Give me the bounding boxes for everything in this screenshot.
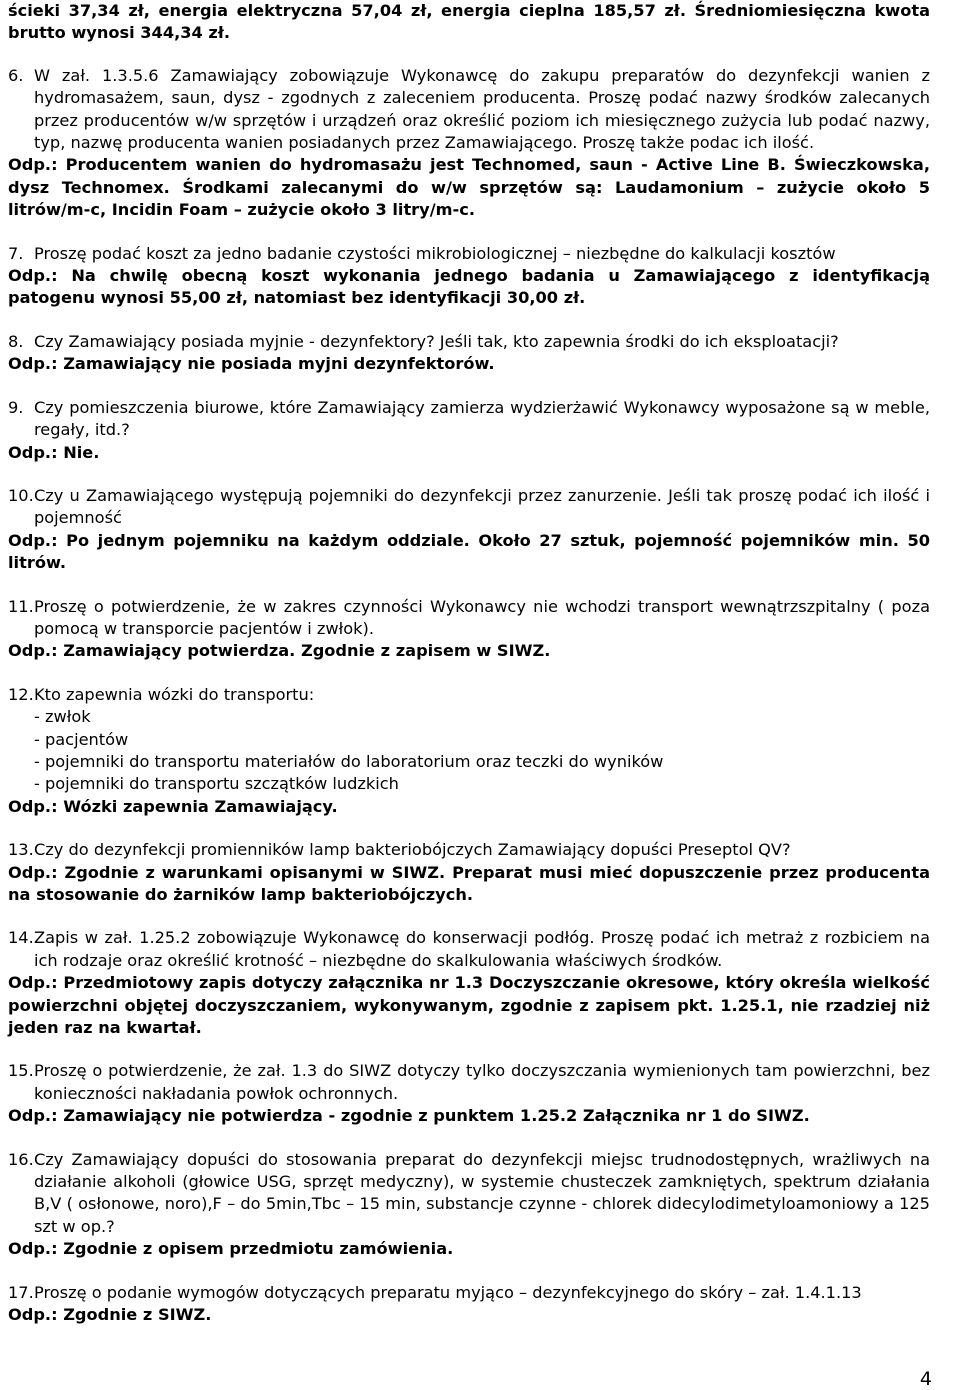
question-text: Czy pomieszczenia biurowe, które Zamawiający zamierza wydzierżawić Wykonawcy wyposażone są w meble, regały, itd.? [34, 397, 930, 440]
question-item-12 [8, 684, 930, 706]
question-number: 13. [8, 840, 34, 860]
list-item: - pojemniki do transportu materiałów do laboratorium oraz teczki do wyników [34, 751, 664, 771]
question-item-8 [8, 331, 930, 353]
question-item-17 [8, 1282, 930, 1304]
list-item: - pacjentów [34, 729, 129, 749]
question-number: 7. [8, 243, 24, 263]
question-text: Czy Zamawiający dopuści do stosowania preparat do dezynfekcji miejsc trudnodostępnych, wrażliwych na działanie alkoholi (głowice USG, sprzęt medyczny), w systemie chusteczek zamkniętych, spektrum działania B,V ( osłonowe, noro),F – do 5min,Tbc – 15 min, substancje czynne - chlorek didecylodimetyloamoniowy a 125 szt w op.? [34, 1149, 930, 1236]
page-number: 4 [919, 1368, 932, 1390]
question-item-16 [8, 1149, 930, 1239]
question-text: Proszę o podanie wymogów dotyczących preparatu myjąco – dezynfekcyjnego do skóry – zał. 1.4.1.13 [34, 1282, 862, 1302]
document-page [8, 0, 930, 1327]
answer-text: Odp.: Zgodnie z SIWZ. [8, 1305, 212, 1325]
answer-text: Odp.: Zamawiający nie potwierdza - zgodnie z punktem 1.25.2 Załącznika nr 1 do SIWZ. [8, 1106, 810, 1126]
answer-text: Odp.: Na chwilę obecną koszt wykonania jednego badania u Zamawiającego z identyfikacją patogenu wynosi 55,00 zł, natomiast bez identyfikacji 30,00 zł. [8, 266, 930, 308]
question-number: 15. [8, 1061, 34, 1081]
top-paragraph: ścieki 37,34 zł, energia elektryczna 57,04 zł, energia cieplna 185,57 zł. Średniomiesięczna kwota brutto wynosi 344,34 zł. [8, 1, 930, 43]
question-item-14 [8, 927, 930, 972]
question-number: 10. [8, 485, 34, 505]
transport-list [34, 706, 930, 796]
question-text: Czy u Zamawiającego występują pojemniki do dezynfekcji przez zanurzenie. Jeśli tak proszę podać ich ilość i pojemność [34, 485, 930, 528]
question-item-7 [8, 243, 930, 265]
list-item: - zwłok [34, 707, 91, 727]
question-item-13 [8, 839, 930, 861]
question-text: Czy do dezynfekcji promienników lamp bakteriobójczych Zamawiający dopuści Preseptol QV? [34, 840, 791, 860]
question-number: 14. [8, 928, 34, 948]
question-number: 8. [8, 331, 24, 351]
question-item-15 [8, 1060, 930, 1105]
question-item-6 [8, 65, 930, 155]
question-number: 12. [8, 684, 34, 704]
question-number: 16. [8, 1149, 34, 1169]
answer-text: Odp.: Zgodnie z warunkami opisanymi w SIWZ. Preparat musi mieć dopuszczenie przez producenta na stosowanie do żarników lamp bakteriobójczych. [8, 862, 930, 904]
question-number: 6. [8, 65, 24, 85]
question-number: 9. [8, 397, 24, 417]
question-item-10 [8, 485, 930, 530]
question-text: Kto zapewnia wózki do transportu: [34, 684, 315, 704]
question-text: Czy Zamawiający posiada myjnie - dezynfektory? Jeśli tak, kto zapewnia środki do ich eksploatacji? [34, 331, 839, 351]
answer-text: Odp.: Zamawiający potwierdza. Zgodnie z zapisem w SIWZ. [8, 641, 551, 661]
question-text: Zapis w zał. 1.25.2 zobowiązuje Wykonawcę do konserwacji podłóg. Proszę podać ich metraż z rozbiciem na ich rodzaje oraz określić krotność – niezbędne do skalkulowania właściwych środków. [34, 928, 930, 970]
question-text: Proszę podać koszt za jedno badanie czystości mikrobiologicznej – niezbędne do kalkulacji kosztów [34, 243, 836, 263]
question-item-9 [8, 397, 930, 442]
answer-text: Odp.: Wózki zapewnia Zamawiający. [8, 796, 338, 816]
question-text: Proszę o potwierdzenie, że w zakres czynności Wykonawcy nie wchodzi transport wewnątrzszpitalny ( poza pomocą w transporcie pacjentów i zwłok). [34, 596, 930, 638]
answer-text: Odp.: Zgodnie z opisem przedmiotu zamówienia. [8, 1239, 454, 1259]
question-number: 11. [8, 596, 34, 616]
question-number: 17. [8, 1282, 34, 1302]
answer-text: Odp.: Producentem wanien do hydromasażu jest Technomed, saun - Active Line B. Świeczkowska, dysz Technomex. Środkami zalecanymi do w/w sprzętów są: Laudamonium – zużycie około 5 litrów/m-c, Incidin Foam – zużycie około 3 litry/m-c. [8, 155, 930, 220]
question-text: Proszę o potwierdzenie, że zał. 1.3 do SIWZ dotyczy tylko doczyszczania wymienionych tam powierzchni, bez konieczności nakładania powłok ochronnych. [34, 1061, 930, 1103]
answer-text: Odp.: Po jednym pojemniku na każdym oddziale. Około 27 sztuk, pojemność pojemników min. 50 litrów. [8, 530, 930, 573]
question-item-11 [8, 596, 930, 641]
answer-text: Odp.: Nie. [8, 442, 100, 462]
list-item: - pojemniki do transportu szczątków ludzkich [34, 774, 399, 794]
answer-text: Odp.: Zamawiający nie posiada myjni dezynfektorów. [8, 354, 495, 374]
question-text: W zał. 1.3.5.6 Zamawiający zobowiązuje Wykonawcę do zakupu preparatów do dezynfekcji wanien z hydromasażem, saun, dysz - zgodnych z zaleceniem producenta. Proszę podać nazwy środków zalecanych przez producentów w/w sprzętów i urządzeń oraz określić poziom ich miesięcznego zużycia lub podać nazwy, typ, nazwę producenta wanien posiadanych przez Zamawiającego. Proszę także podac ich ilość. [34, 65, 930, 153]
answer-text: Odp.: Przedmiotowy zapis dotyczy załącznika nr 1.3 Doczyszczanie okresowe, który określa wielkość powierzchni objętej doczyszczaniem, wykonywanym, zgodnie z zapisem pkt. 1.25.1, nie rzadziej niż jeden raz na kwartał. [8, 973, 930, 1038]
